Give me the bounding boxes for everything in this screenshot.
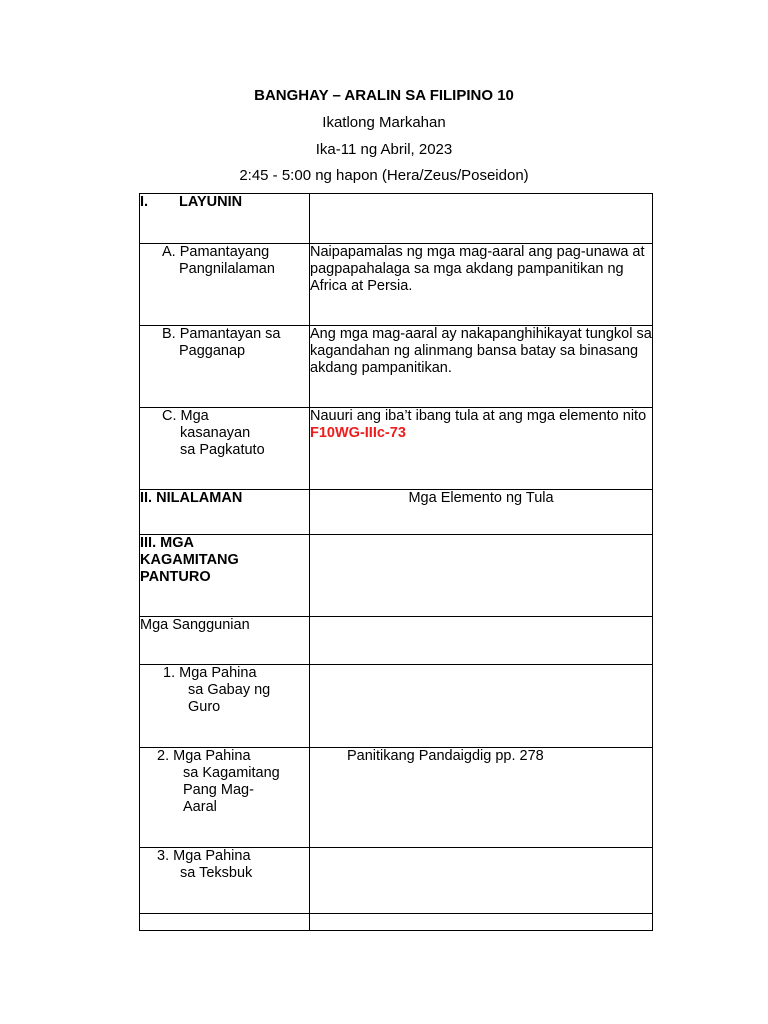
lesson-plan-table [139,193,653,931]
pamantayang-pangnilalaman-label: A. Pamantayang Pangnilalaman [140,244,310,326]
teksbuk-value [310,848,653,914]
gabay-ng-guro-label: 1. Mga Pahina sa Gabay ng Guro [140,665,310,748]
teksbuk-label: 3. Mga Pahina sa Teksbuk [140,848,310,914]
table-row [140,244,653,326]
table-row [140,914,653,931]
kagamitang-panturo-label: III. MGA KAGAMITANG PANTURO [140,535,310,617]
kasanayan-description: Nauuri ang iba’t ibang tula at ang mga elemento nito [310,408,647,424]
table-row [140,665,653,748]
sanggunian-value [310,617,653,665]
nilalaman-label: II. NILALAMAN [140,490,310,535]
pamantayan-sa-pagganap-text: Ang mga mag-aaral ay nakapanghihikayat tungkol sa kagandahan ng alinmang bansa batay sa binasang akdang pampanitikan. [310,326,653,408]
quarter-line: Ikatlong Markahan [322,114,446,131]
table-row [140,408,653,490]
table-row [140,490,653,535]
kagamitang-mag-aaral-label: 2. Mga Pahina sa Kagamitang Pang Mag- Aaral [140,748,310,848]
pamantayan-sa-pagganap-label: B. Pamantayan sa Pagganap [140,326,310,408]
table-row [140,617,653,665]
pamantayang-pangnilalaman-text: Naipapamalas ng mga mag-aaral ang pag-unawa at pagpapahalaga sa mga akdang pampanitikan ng Africa at Persia. [310,244,653,326]
document-title: BANGHAY – ARALIN SA FILIPINO 10 [254,87,514,104]
sanggunian-label: Mga Sanggunian [140,617,310,665]
table-row [140,194,653,244]
layunin-label: LAYUNIN [179,194,243,210]
kagamitang-mag-aaral-value: Panitikang Pandaigdig pp. 278 [310,748,653,848]
kagamitang-panturo-value [310,535,653,617]
kasanayan-text [310,408,653,490]
gabay-ng-guro-value [310,665,653,748]
table-row [140,326,653,408]
table-row [140,848,653,914]
kasanayan-label: C. Mga kasanayan sa Pagkatuto [140,408,310,490]
layunin-number: I. [140,194,149,210]
competency-code: F10WG-IIIc-73 [310,425,406,441]
date-line: Ika-11 ng Abril, 2023 [315,141,453,158]
layunin-value-cell [310,194,653,244]
nilalaman-text: Mga Elemento ng Tula [310,490,653,535]
table-row [140,748,653,848]
empty-cell [140,914,310,931]
empty-cell [310,914,653,931]
time-line: 2:45 - 5:00 ng hapon (Hera/Zeus/Poseidon) [239,167,529,184]
layunin-cell [140,194,310,244]
table-row [140,535,653,617]
